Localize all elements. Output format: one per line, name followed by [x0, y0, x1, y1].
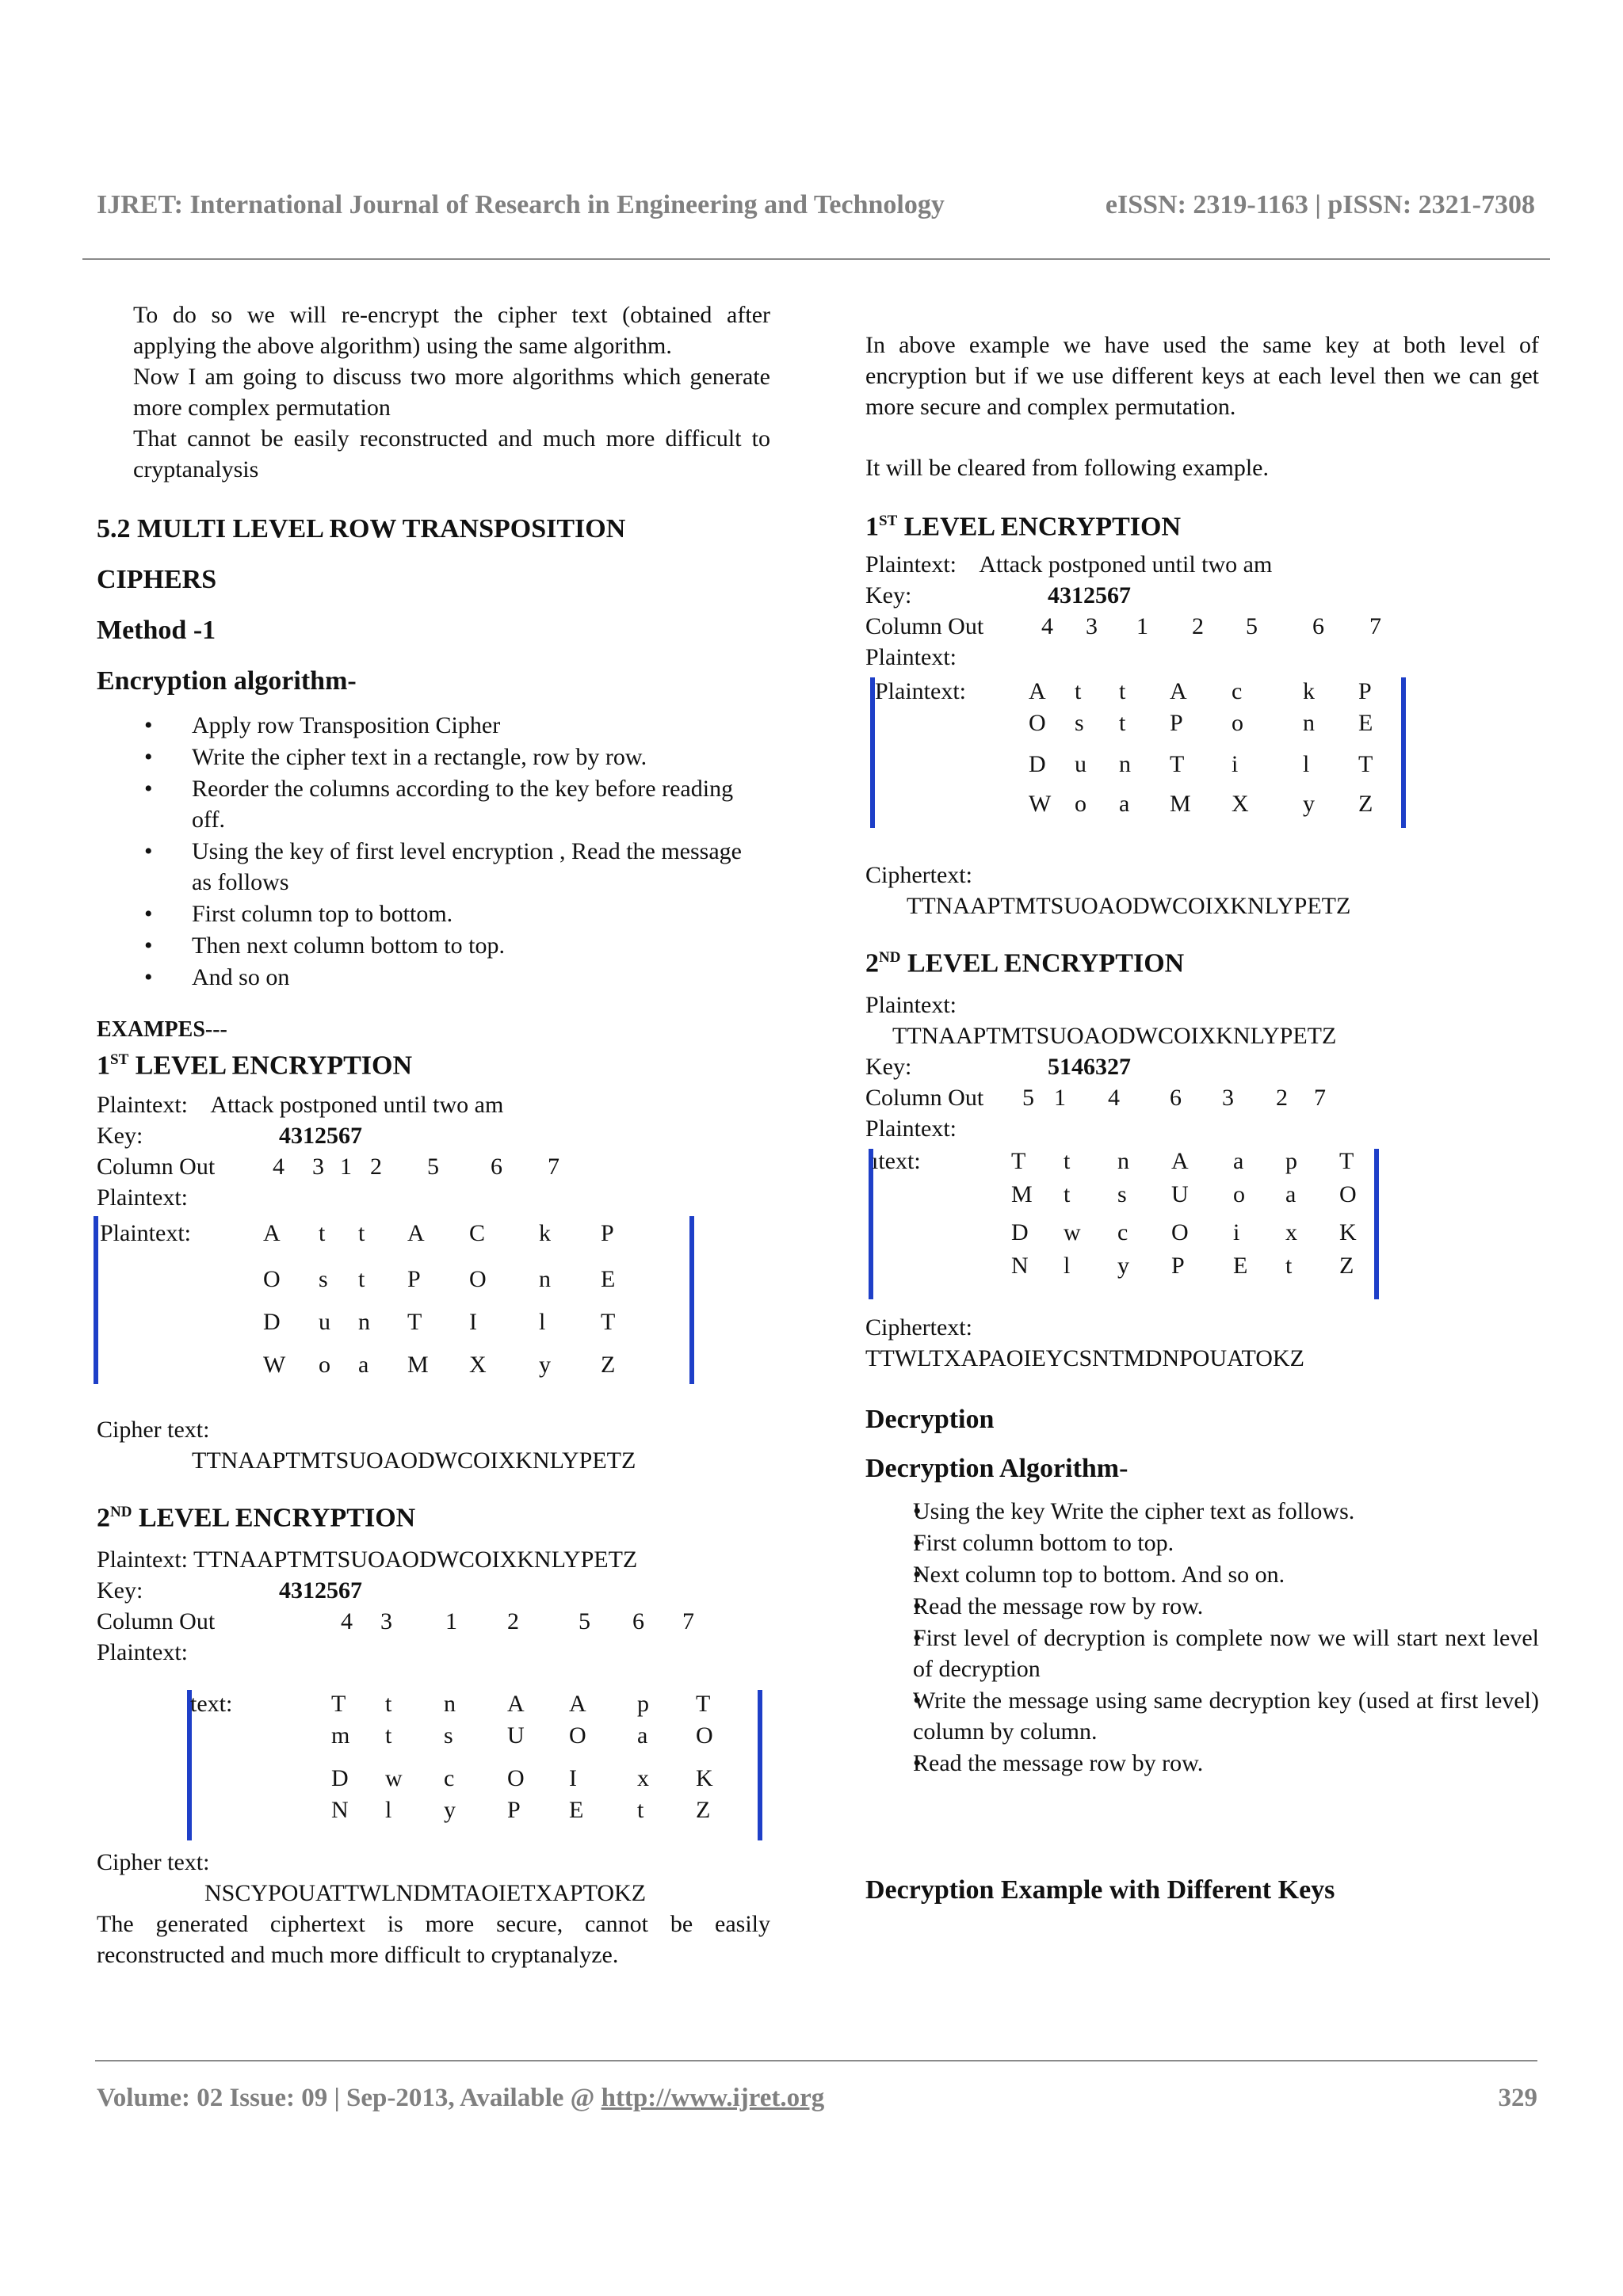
grid-cell: t: [1064, 1147, 1071, 1174]
grid-cell: y: [1117, 1252, 1129, 1279]
grid-cell: t: [385, 1690, 392, 1717]
list-item: • Next column top to bottom. And so on.: [865, 1559, 1539, 1590]
grid-label: ıtext:: [872, 1147, 921, 1174]
grid-cell: O: [1171, 1219, 1189, 1245]
grid-cell: c: [1232, 678, 1243, 705]
grid-cell: i: [1233, 1219, 1240, 1245]
header-rule: [82, 258, 1550, 260]
grid-label: text:: [190, 1690, 233, 1717]
grid-cell: N: [1011, 1252, 1029, 1279]
grid-cell: P: [601, 1220, 614, 1247]
grid-cell: O: [263, 1266, 281, 1293]
grid-cell: A: [1171, 1147, 1189, 1174]
column-out-line: Column Out 4 3 1 2 5 6 7: [97, 1154, 559, 1180]
list-item: • And so on: [97, 962, 770, 993]
grid-cell: O: [1029, 710, 1046, 737]
grid-cell: s: [1117, 1180, 1127, 1207]
plaintext-label: Plaintext:: [865, 1115, 957, 1142]
footer-volume: Volume: 02 Issue: 09 | Sep-2013, Available @ http://www.ijret.org: [97, 2084, 825, 2112]
grid-cell: T: [1170, 751, 1185, 778]
grid-cell: M: [1011, 1180, 1033, 1207]
grid-cell: M: [407, 1352, 429, 1379]
grid-cell: p: [637, 1690, 649, 1717]
list-item: • Read the message row by row.: [865, 1591, 1539, 1622]
list-item: • Then next column bottom to top.: [97, 930, 770, 961]
list-item: • First column top to bottom.: [97, 898, 770, 929]
level2-grid: [97, 1680, 770, 1847]
grid-cell: P: [1171, 1252, 1185, 1279]
grid-cell: n: [444, 1690, 456, 1717]
key-line: Key: 5146327: [865, 1053, 1131, 1080]
page-number: 329: [1498, 2084, 1537, 2112]
grid-cell: t: [1119, 710, 1126, 737]
list-item: • Using the key Write the cipher text as follows.: [865, 1496, 1539, 1527]
grid-cell: E: [1233, 1252, 1248, 1279]
dec-example-title: Decryption Example with Different Keys: [865, 1875, 1335, 1905]
closing-text: The generated ciphertext is more secure, cannot be easily reconstructed and much more difficult to cryptanalyze.: [97, 1910, 770, 1968]
grid-cell: o: [1232, 710, 1243, 737]
grid-bar-right: [689, 1216, 694, 1384]
grid-cell: t: [319, 1220, 326, 1247]
right-column: [865, 299, 1539, 1908]
grid-cell: l: [1303, 751, 1310, 778]
plaintext-label: Plaintext:: [97, 1638, 188, 1665]
section-title-cont: CIPHERS: [97, 565, 217, 594]
level1-grid: [865, 673, 1539, 839]
cipher-label: Ciphertext:: [865, 862, 972, 889]
grid-cell: a: [1285, 1180, 1296, 1207]
column-out-line: Column Out 4 3 1 2 5 6 7: [97, 1608, 694, 1634]
plaintext-line: Plaintext: TTNAAPTMTSUOAODWCOIXKNLYPETZ: [97, 1546, 638, 1573]
grid-cell: u: [1075, 751, 1086, 778]
plaintext-line: Plaintext: Attack postponed until two am: [865, 551, 1273, 578]
grid-cell: E: [1358, 710, 1373, 737]
grid-cell: U: [1171, 1180, 1189, 1207]
grid-cell: A: [1170, 678, 1187, 705]
grid-cell: C: [469, 1220, 486, 1247]
key-line: Key: 4312567: [97, 1577, 362, 1604]
grid-cell: m: [331, 1722, 350, 1749]
grid-cell: t: [637, 1796, 644, 1823]
grid-cell: n: [1117, 1147, 1129, 1174]
journal-name: IJRET: International Journal of Research in Engineering and Technology: [97, 190, 945, 219]
dec-steps: [865, 1496, 1539, 1779]
list-item: • Write the cipher text in a rectangle, row by row.: [97, 742, 770, 772]
grid-cell: P: [507, 1796, 521, 1823]
grid-cell: n: [1119, 751, 1131, 778]
grid-cell: o: [1075, 791, 1086, 818]
grid-cell: t: [1285, 1252, 1293, 1279]
grid-cell: w: [385, 1764, 403, 1791]
footer-rule: [95, 2060, 1537, 2061]
grid-cell: p: [1285, 1147, 1297, 1174]
grid-cell: a: [358, 1352, 369, 1379]
grid-cell: W: [263, 1352, 286, 1379]
grid-cell: Z: [1358, 791, 1373, 818]
grid-cell: W: [1029, 791, 1052, 818]
list-item: • Apply row Transposition Cipher: [97, 710, 770, 741]
grid-bar-right: [758, 1690, 762, 1840]
intro-line: To do so we will re-encrypt the cipher text (obtained after applying the above algorithm) using the same algorithm.: [133, 302, 770, 359]
grid-cell: D: [1011, 1219, 1029, 1245]
intro-block: [97, 299, 770, 485]
grid-cell: O: [507, 1764, 525, 1791]
grid-cell: l: [1064, 1252, 1071, 1279]
grid-cell: T: [331, 1690, 346, 1717]
grid-cell: D: [263, 1309, 281, 1336]
grid-cell: t: [358, 1266, 365, 1293]
grid-cell: M: [1170, 791, 1191, 818]
grid-cell: A: [507, 1690, 525, 1717]
intro-line: Now I am going to discuss two more algorithms which generate more complex permutation: [133, 364, 770, 421]
issn: eISSN: 2319-1163 | pISSN: 2321-7308: [1105, 190, 1535, 219]
grid-cell: O: [696, 1722, 713, 1749]
key-line: Key: 4312567: [865, 582, 1131, 609]
grid-cell: T: [1339, 1147, 1354, 1174]
grid-cell: t: [358, 1220, 365, 1247]
cipher-label: Cipher text:: [97, 1417, 210, 1444]
level2-title: 2ND LEVEL ENCRYPTION: [97, 1503, 416, 1533]
grid-cell: a: [1119, 791, 1130, 818]
list-item: • Using the key of first level encryption , Read the message as follows: [97, 836, 770, 898]
grid-cell: k: [539, 1220, 551, 1247]
grid-cell: t: [1119, 678, 1126, 705]
level1-title: 1ST LEVEL ENCRYPTION: [865, 512, 1182, 542]
grid-cell: E: [569, 1796, 584, 1823]
cipher-label: Cipher text:: [97, 1848, 210, 1875]
grid-cell: n: [539, 1266, 551, 1293]
intro-text: It will be cleared from following example.: [865, 455, 1269, 481]
grid-cell: Z: [696, 1796, 711, 1823]
level2-title: 2ND LEVEL ENCRYPTION: [865, 948, 1185, 978]
grid-cell: a: [1233, 1147, 1244, 1174]
grid-bar-right: [1401, 677, 1406, 828]
intro-text: In above example we have used the same key at both level of encryption but if we use different keys at each level then we can get more secure and complex permutation.: [865, 332, 1539, 420]
grid-cell: O: [1339, 1180, 1357, 1207]
plaintext-label: Plaintext:: [865, 644, 957, 671]
grid-label: Plaintext:: [100, 1220, 191, 1247]
grid-cell: E: [601, 1266, 616, 1293]
grid-cell: T: [1011, 1147, 1026, 1174]
grid-cell: t: [1075, 678, 1082, 705]
grid-cell: A: [263, 1220, 281, 1247]
grid-cell: s: [1075, 710, 1084, 737]
grid-cell: y: [444, 1796, 456, 1823]
grid-cell: o: [319, 1352, 330, 1379]
grid-cell: D: [331, 1764, 349, 1791]
grid-cell: s: [444, 1722, 453, 1749]
page-footer: [97, 2084, 1537, 2113]
grid-cell: t: [1064, 1180, 1071, 1207]
page-header: [97, 190, 1535, 220]
list-item: • First column bottom to top.: [865, 1527, 1539, 1558]
grid-cell: U: [507, 1722, 525, 1749]
grid-cell: O: [569, 1722, 586, 1749]
cipher-label: Ciphertext:: [865, 1314, 972, 1341]
left-column: [97, 299, 770, 1970]
dec-algo-title: Decryption Algorithm-: [865, 1453, 1128, 1483]
grid-cell: s: [319, 1266, 328, 1293]
grid-cell: X: [469, 1352, 487, 1379]
plaintext-value: TTNAAPTMTSUOAODWCOIXKNLYPETZ: [892, 1022, 1337, 1049]
intro-line: That cannot be easily reconstructed and much more difficult to cryptanalysis: [133, 425, 770, 482]
plaintext-line: Plaintext: Attack postponed until two am: [97, 1092, 504, 1119]
grid-cell: u: [319, 1309, 330, 1336]
grid-cell: c: [1117, 1219, 1128, 1245]
level2-grid: [865, 1144, 1539, 1302]
grid-cell: y: [539, 1352, 551, 1379]
grid-cell: I: [569, 1764, 577, 1791]
grid-cell: x: [1285, 1219, 1297, 1245]
grid-cell: O: [469, 1266, 487, 1293]
grid-cell: P: [1358, 678, 1372, 705]
grid-cell: P: [407, 1266, 421, 1293]
grid-cell: a: [637, 1722, 648, 1749]
grid-cell: A: [1029, 678, 1046, 705]
list-item: • Read the message row by row.: [865, 1748, 1539, 1779]
plaintext-label: Plaintext:: [97, 1184, 188, 1211]
journal-link[interactable]: http://www.ijret.org: [601, 2084, 825, 2112]
grid-cell: x: [637, 1764, 649, 1791]
plaintext-label: Plaintext:: [865, 991, 957, 1018]
list-item: • Reorder the columns according to the key before reading off.: [97, 773, 770, 835]
cipher-text: TTNAAPTMTSUOAODWCOIXKNLYPETZ: [192, 1447, 636, 1474]
grid-cell: T: [601, 1309, 616, 1336]
grid-cell: n: [358, 1309, 370, 1336]
cipher-text: NSCYPOUATTWLNDMTAOIETXAPTOKZ: [204, 1879, 647, 1906]
grid-cell: T: [1358, 751, 1373, 778]
enc-algo-title: Encryption algorithm-: [97, 666, 357, 696]
grid-cell: k: [1303, 678, 1315, 705]
grid-cell: c: [444, 1764, 455, 1791]
grid-cell: A: [407, 1220, 425, 1247]
grid-cell: N: [331, 1796, 349, 1823]
column-out-line: Column Out 4 3 1 2 5 6 7: [865, 613, 1381, 640]
grid-cell: Z: [1339, 1252, 1354, 1279]
grid-cell: y: [1303, 791, 1315, 818]
grid-cell: o: [1233, 1180, 1245, 1207]
grid-cell: l: [539, 1309, 546, 1336]
method-title: Method -1: [97, 616, 216, 645]
grid-cell: w: [1064, 1219, 1081, 1245]
level1-title: 1ST LEVEL ENCRYPTION: [97, 1051, 413, 1081]
decryption-title: Decryption: [865, 1404, 995, 1434]
grid-cell: l: [385, 1796, 392, 1823]
grid-cell: K: [1339, 1219, 1357, 1245]
grid-cell: T: [407, 1309, 422, 1336]
grid-label: Plaintext:: [875, 678, 966, 705]
grid-cell: D: [1029, 751, 1046, 778]
cipher-text: TTWLTXAPAOIEYCSNTMDNPOUATOKZ: [865, 1344, 1304, 1371]
grid-cell: n: [1303, 710, 1315, 737]
level1-grid: [97, 1213, 770, 1387]
grid-bar-left: [94, 1216, 98, 1384]
key-line: Key: 4312567: [97, 1123, 362, 1150]
grid-cell: P: [1170, 710, 1183, 737]
grid-cell: T: [696, 1690, 711, 1717]
grid-cell: i: [1232, 751, 1239, 778]
column-out-line: Column Out 5 1 4 6 3 2 7: [865, 1084, 1326, 1111]
list-item: • Write the message using same decryption key (used at first level) column by column.: [865, 1685, 1539, 1747]
cipher-text: TTNAAPTMTSUOAODWCOIXKNLYPETZ: [907, 893, 1351, 920]
grid-cell: A: [569, 1690, 586, 1717]
grid-cell: X: [1232, 791, 1249, 818]
list-item: • First level of decryption is complete now we will start next level of decryption: [865, 1623, 1539, 1684]
grid-cell: Z: [601, 1352, 616, 1379]
examples-title: EXAMPES---: [97, 1017, 227, 1042]
grid-cell: I: [469, 1309, 477, 1336]
grid-cell: K: [696, 1764, 713, 1791]
grid-bar-right: [1374, 1149, 1379, 1299]
grid-cell: t: [385, 1722, 392, 1749]
section-title: 5.2 MULTI LEVEL ROW TRANSPOSITION: [97, 514, 626, 543]
enc-steps: [97, 710, 770, 993]
